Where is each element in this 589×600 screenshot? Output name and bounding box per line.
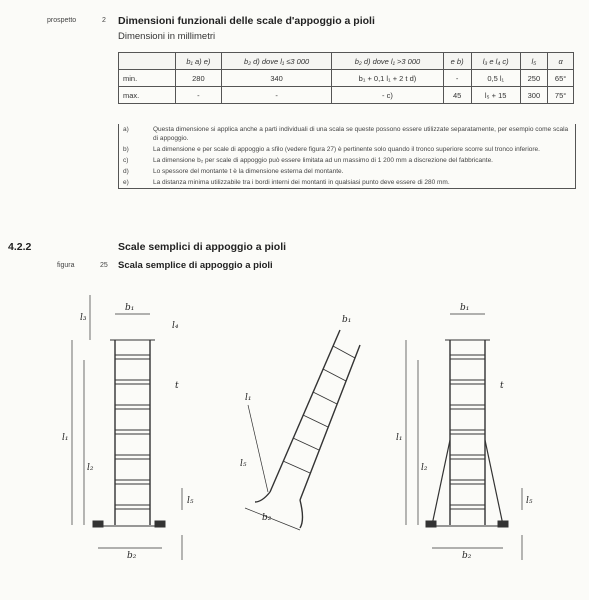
note-key: c) bbox=[123, 157, 129, 164]
figure-number: 25 bbox=[100, 262, 108, 269]
row-label: max. bbox=[119, 87, 176, 104]
table-cell: 45 bbox=[443, 87, 471, 104]
table-cell: 65° bbox=[548, 70, 574, 87]
ladder-inclined-view bbox=[245, 330, 360, 530]
table-header-cell: α bbox=[548, 53, 574, 70]
prospetto-subtitle: Dimensioni in millimetri bbox=[118, 31, 216, 42]
note-key: d) bbox=[123, 168, 129, 175]
table-header-cell: l₃ e l₄ c) bbox=[471, 53, 520, 70]
table-cell: 250 bbox=[520, 70, 548, 87]
row-label: min. bbox=[119, 70, 176, 87]
prospetto-title: Dimensioni funzionali delle scale d'appoggio a pioli bbox=[118, 15, 375, 27]
figure-title: Scala semplice di appoggio a pioli bbox=[118, 260, 273, 271]
prospetto-label: prospetto bbox=[47, 17, 77, 24]
table-cell: 0,5 l₁ bbox=[471, 70, 520, 87]
label-l1: l₁ bbox=[62, 433, 69, 443]
table-cell: 340 bbox=[221, 70, 332, 87]
label-b1-inclined: b₁ bbox=[342, 315, 352, 325]
label-l5-right: l₅ bbox=[526, 496, 533, 506]
table-cell: - bbox=[443, 70, 471, 87]
label-l4: l₄ bbox=[172, 321, 179, 331]
table-cell: - bbox=[221, 87, 332, 104]
label-l2: l₂ bbox=[87, 463, 94, 473]
note-text: La dimensione b₂ per scale di appoggio può essere limitata ad un massimo di 1 200 mm a discrezione del fabbricante. bbox=[153, 157, 493, 164]
label-l1-right: l₁ bbox=[396, 433, 403, 443]
prospetto-number: 2 bbox=[102, 17, 106, 24]
label-l3: l₃ bbox=[80, 313, 87, 323]
table-header-cell: b₂ d) dove l₁ ≤3 000 bbox=[221, 53, 332, 70]
table-header-cell: b₂ d) dove l₁ >3 000 bbox=[332, 53, 443, 70]
label-b1: b₁ bbox=[125, 303, 135, 313]
ladder-stabilized-view bbox=[406, 314, 522, 560]
note-key: b) bbox=[123, 146, 129, 153]
ladder-front-view bbox=[72, 295, 182, 560]
table-header-cell: b₁ a) e) bbox=[176, 53, 222, 70]
label-t-right: t bbox=[500, 381, 504, 391]
note-text: Lo spessore del montante t è la dimensione esterna del montante. bbox=[153, 168, 344, 175]
table-cell: b₁ + 0,1 l₁ + 2 t d) bbox=[332, 70, 443, 87]
table-cell: 280 bbox=[176, 70, 222, 87]
table-cell: - bbox=[176, 87, 222, 104]
figure-label: figura bbox=[57, 262, 75, 269]
section-title: Scale semplici di appoggio a pioli bbox=[118, 241, 287, 253]
table-header-cell: l₅ bbox=[520, 53, 548, 70]
table-cell: - c) bbox=[332, 87, 443, 104]
label-b2-right: b₂ bbox=[462, 551, 472, 561]
table-cell: l₅ + 15 bbox=[471, 87, 520, 104]
note-text: La distanza minima utilizzabile tra i bordi interni dei montanti in qualsiasi punto deve essere di 280 mm. bbox=[153, 179, 450, 186]
note-text: Questa dimensione si applica anche a parti individuali di una scala se queste possono essere utilizzate separatamente, per esempio come scala di appoggio. bbox=[153, 126, 569, 142]
label-l5-inclined: l₅ bbox=[240, 459, 247, 469]
note-key: a) bbox=[123, 126, 129, 133]
label-b2-inclined: b₂ bbox=[262, 513, 272, 523]
label-b2: b₂ bbox=[127, 551, 137, 561]
note-key: e) bbox=[123, 179, 129, 186]
table-cell: 75° bbox=[548, 87, 574, 104]
label-l1-inclined: l₁ bbox=[245, 393, 252, 403]
label-b1-right: b₁ bbox=[460, 303, 470, 313]
table-header-cell: e b) bbox=[443, 53, 471, 70]
table-cell: 300 bbox=[520, 87, 548, 104]
label-t: t bbox=[175, 381, 179, 391]
note-text: La dimensione e per scale di appoggio a sfilo (vedere figura 27) è pertinente solo quando il tronco superiore scorre sul tronco inferiore. bbox=[153, 146, 540, 153]
label-l2-right: l₂ bbox=[421, 463, 428, 473]
label-l5: l₅ bbox=[187, 496, 194, 506]
section-number: 4.2.2 bbox=[8, 241, 32, 253]
